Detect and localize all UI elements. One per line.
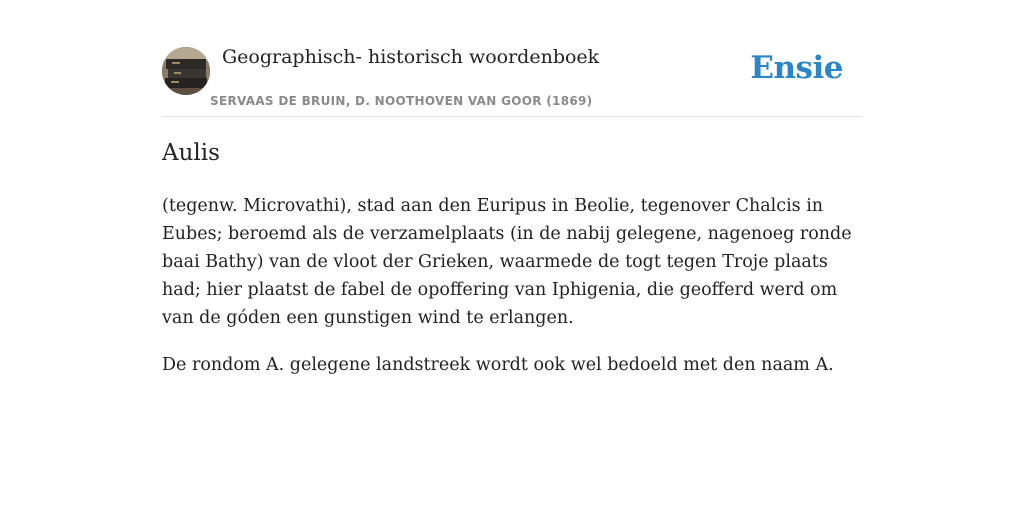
book-author-year: SERVAAS DE BRUIN, D. NOOTHOVEN VAN GOOR (1869) — [210, 94, 593, 108]
entry-paragraph: (tegenw. Microvathi), stad aan den Euripus in Beolie, tegenover Chalcis in Eubes; beroemd als de verzamelplaats (in de nabij gelegene, nagenoeg ronde baai Bathy) van de vloot der Grieken, waarmede de togt tegen Troje plaats had; hier plaatst de fabel de opoffering van Iphigenia, die geofferd werd om van de góden een gunstigen wind te erlangen. — [162, 196, 852, 328]
entry-paragraph: De rondom A. gelegene landstreek wordt ook wel bedoeld met den naam A. — [162, 355, 834, 375]
book-cover-icon[interactable] — [162, 47, 210, 95]
entry-body — [162, 192, 862, 398]
ensie-logo[interactable]: Ensie — [750, 50, 843, 86]
entry-title: Aulis — [162, 140, 220, 166]
header — [162, 44, 862, 117]
book-title[interactable]: Geographisch- historisch woordenboek — [222, 46, 600, 68]
